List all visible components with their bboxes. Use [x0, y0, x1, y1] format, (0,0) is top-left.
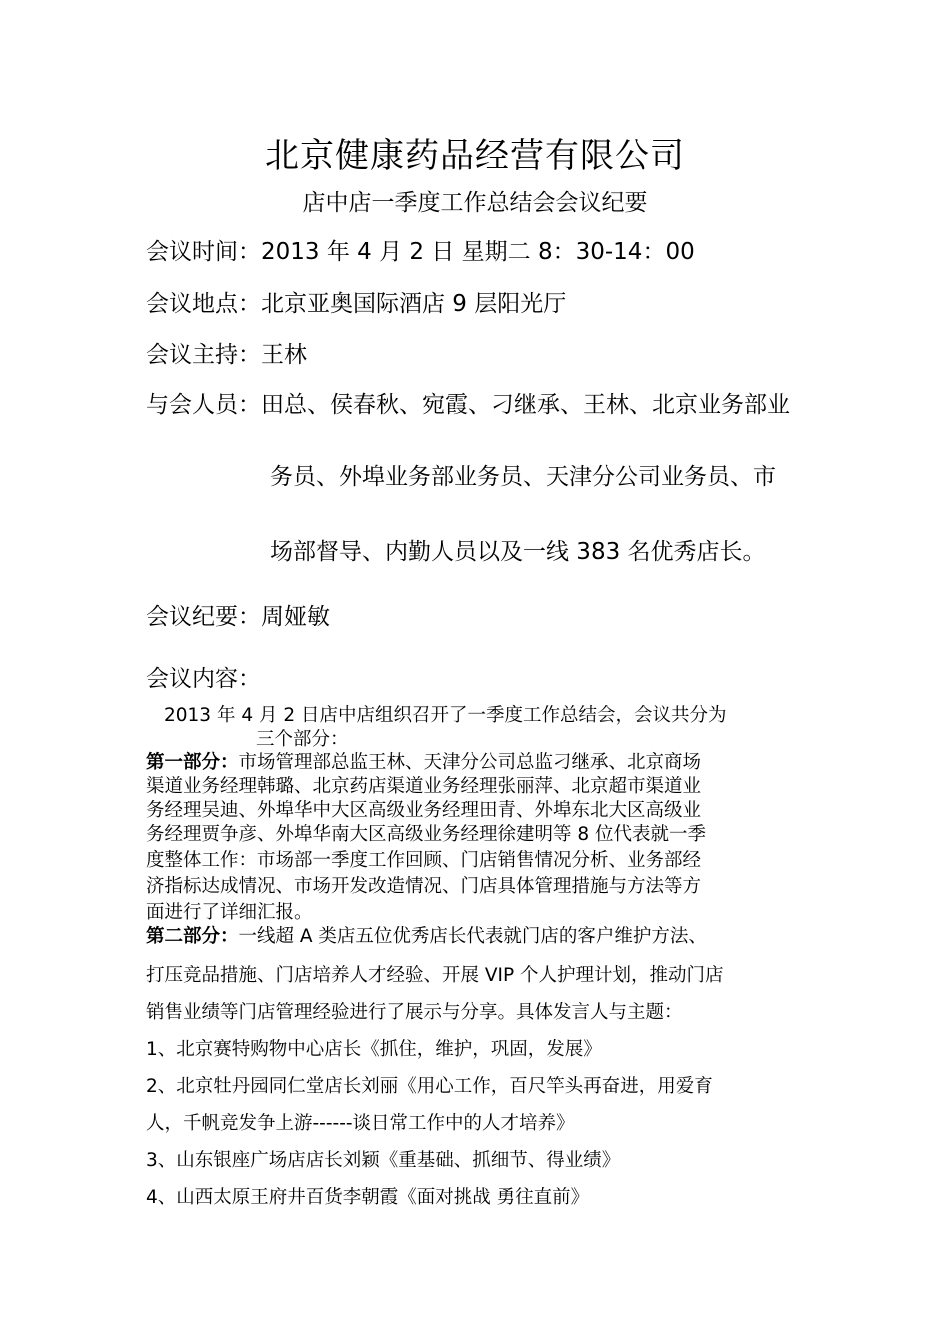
- speaker-line: 3、山东银座广场店店长刘颖《重基础、抓细节、得业绩》: [146, 1150, 621, 1171]
- part-one-line: 务经理吴迪、外埠华中大区高级业务经理田青、外埠东北大区高级业: [146, 800, 702, 821]
- part-one-line: 度整体工作：市场部一季度工作回顾、门店销售情况分析、业务部经: [146, 850, 702, 871]
- speaker-line: 2、北京牡丹园同仁堂店长刘丽《用心工作，百尺竿头再奋进，用爱育: [146, 1076, 713, 1097]
- part-two-label: 第二部分：: [146, 926, 239, 947]
- content-heading: 会议内容：: [146, 666, 261, 692]
- part-one-text: 市场管理部总监王林、天津分公司总监刁继承、北京商场: [238, 752, 702, 773]
- part-two-line: 打压竞品措施、门店培养人才经验、开展 VIP 个人护理计划，推动门店: [146, 965, 724, 986]
- part-two-first-line: [146, 922, 707, 948]
- part-one-line: 渠道业务经理韩璐、北京药店渠道业务经理张丽萍、北京超市渠道业: [146, 776, 702, 797]
- part-one-first-line: [146, 748, 701, 774]
- speaker-line: 1、北京赛特购物中心店长《抓住，维护，巩固，发展》: [146, 1039, 602, 1060]
- part-one-line: 务经理贾争彦、外埠华南大区高级业务经理徐建明等 8 位代表就一季: [146, 824, 707, 845]
- attendees-line: 场部督导、内勤人员以及一线 383 名优秀店长。: [270, 539, 766, 565]
- intro-line: 三个部分：: [256, 729, 349, 750]
- attendees-line: 与会人员：田总、侯春秋、宛霞、刁继承、王林、北京业务部业: [146, 392, 790, 418]
- meeting-place: 会议地点：北京亚奥国际酒店 9 层阳光厅: [146, 291, 567, 317]
- speaker-line: 4、山西太原王府井百货李朝霞《面对挑战 勇往直前》: [146, 1187, 590, 1208]
- document-subtitle: 店中店一季度工作总结会会议纪要: [302, 190, 648, 216]
- part-one-line: 济指标达成情况、市场开发改造情况、门店具体管理措施与方法等方: [146, 876, 702, 897]
- meeting-time: 会议时间：2013 年 4 月 2 日 星期二 8：30-14：00: [146, 239, 695, 265]
- attendees-line: 务员、外埠业务部业务员、天津分公司业务员、市: [270, 464, 776, 490]
- minutes-by: 会议纪要：周娅敏: [146, 604, 330, 630]
- part-one-label: 第一部分：: [146, 752, 239, 773]
- intro-line: 2013 年 4 月 2 日店中店组织召开了一季度工作总结会，会议共分为: [164, 705, 727, 726]
- part-one-line: 面进行了详细汇报。: [146, 902, 313, 923]
- part-two-text: 一线超 A 类店五位优秀店长代表就门店的客户维护方法、: [238, 926, 707, 947]
- speaker-line: 人，千帆竞发争上游------谈日常工作中的人才培养》: [146, 1113, 575, 1134]
- document-title: 北京健康药品经营有限公司: [265, 136, 685, 176]
- meeting-host: 会议主持：王林: [146, 342, 307, 368]
- part-two-line: 销售业绩等门店管理经验进行了展示与分享。具体发言人与主题：: [146, 1002, 683, 1023]
